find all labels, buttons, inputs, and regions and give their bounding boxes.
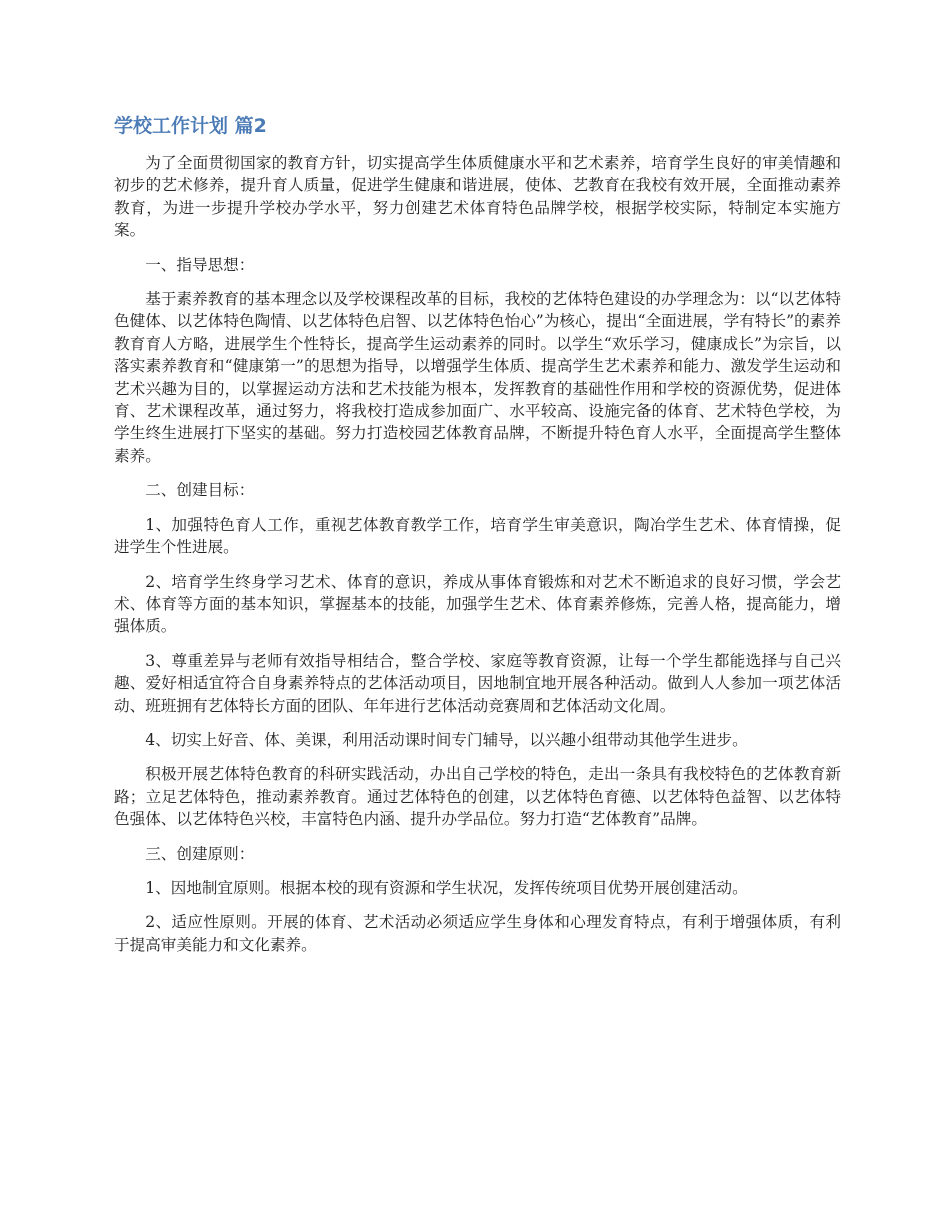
goal-item-3: 3、尊重差异与老师有效指导相结合，整合学校、家庭等教育资源，让每一个学生都能选择与自己兴趣、爱好相适宜符合自身素养特点的艺体活动项目，因地制宜地开展各种活动。做到人人参加一项艺体活动、班班拥有艺体特长方面的团队、年年进行艺体活动竞赛周和艺体活动文化周。 bbox=[114, 651, 841, 715]
section-heading-guiding-thought: 一、指导思想： bbox=[145, 255, 255, 274]
goals-summary-paragraph: 积极开展艺体特色教育的科研实践活动，办出自己学校的特色，走出一条具有我校特色的艺体教育新路；立足艺体特色，推动素养教育。通过艺体特色的创建，以艺体特色育德、以艺体特色益智、以艺体特色强体、以艺体特色兴校，丰富特色内涵、提升办学品位。努力打造“艺体教育”品牌。 bbox=[114, 765, 841, 829]
goal-item-4: 4、切实上好音、体、美课，利用活动课时间专门辅导，以兴趣小组带动其他学生进步。 bbox=[145, 730, 748, 749]
section-heading-goals: 二、创建目标： bbox=[145, 481, 255, 500]
section-heading-principles: 三、创建原则： bbox=[145, 844, 255, 863]
guiding-thought-paragraph: 基于素养教育的基本理念以及学校课程改革的目标，我校的艺体特色建设的办学理念为：以“以艺体特色健体、以艺体特色陶情、以艺体特色启智、以艺体特色怡心”为核心，提出“全面进展，学有特长”的素养教育育人方略，进展学生个性特长，提高学生运动素养的同时。以学生“欢乐学习，健康成长”为宗旨，以落实素养教育和“健康第一”的思想为指导，以增强学生体质、提高学生艺术素养和能力、激发学生运动和艺术兴趣为目的，以掌握运动方法和艺术技能为根本，发挥教育的基础性作用和学校的资源优势，促进体育、艺术课程改革，通过努力，将我校打造成参加面广、水平较高、设施完备的体育、艺术特色学校，为学生终生进展打下坚实的基础。努力打造校园艺体教育品牌，不断提升特色育人水平，全面提高学生整体素养。 bbox=[114, 290, 841, 465]
document-title: 学校工作计划 篇2 bbox=[114, 115, 267, 137]
principle-item-2: 2、适应性原则。开展的体育、艺术活动必须适应学生身体和心理发育特点，有利于增强体质，有利于提高审美能力和文化素养。 bbox=[114, 913, 841, 954]
document-page bbox=[114, 112, 841, 968]
principle-item-1: 1、因地制宜原则。根据本校的现有资源和学生状况，发挥传统项目优势开展创建活动。 bbox=[145, 878, 748, 897]
intro-paragraph: 为了全面贯彻国家的教育方针，切实提高学生体质健康水平和艺术素养，培育学生良好的审美情趣和初步的艺术修养，提升育人质量，促进学生健康和谐进展，使体、艺教育在我校有效开展，全面推动素养教育，为进一步提升学校办学水平，努力创建艺术体育特色品牌学校，根据学校实际，特制定本实施方案。 bbox=[114, 154, 841, 240]
goal-item-2: 2、培育学生终身学习艺术、体育的意识，养成从事体育锻炼和对艺术不断追求的良好习惯，学会艺术、体育等方面的基本知识，掌握基本的技能，加强学生艺术、体育素养修炼，完善人格，提高能力，增强体质。 bbox=[114, 572, 841, 636]
goal-item-1: 1、加强特色育人工作，重视艺体教育教学工作，培育学生审美意识，陶冶学生艺术、体育情操，促进学生个性进展。 bbox=[114, 515, 841, 557]
